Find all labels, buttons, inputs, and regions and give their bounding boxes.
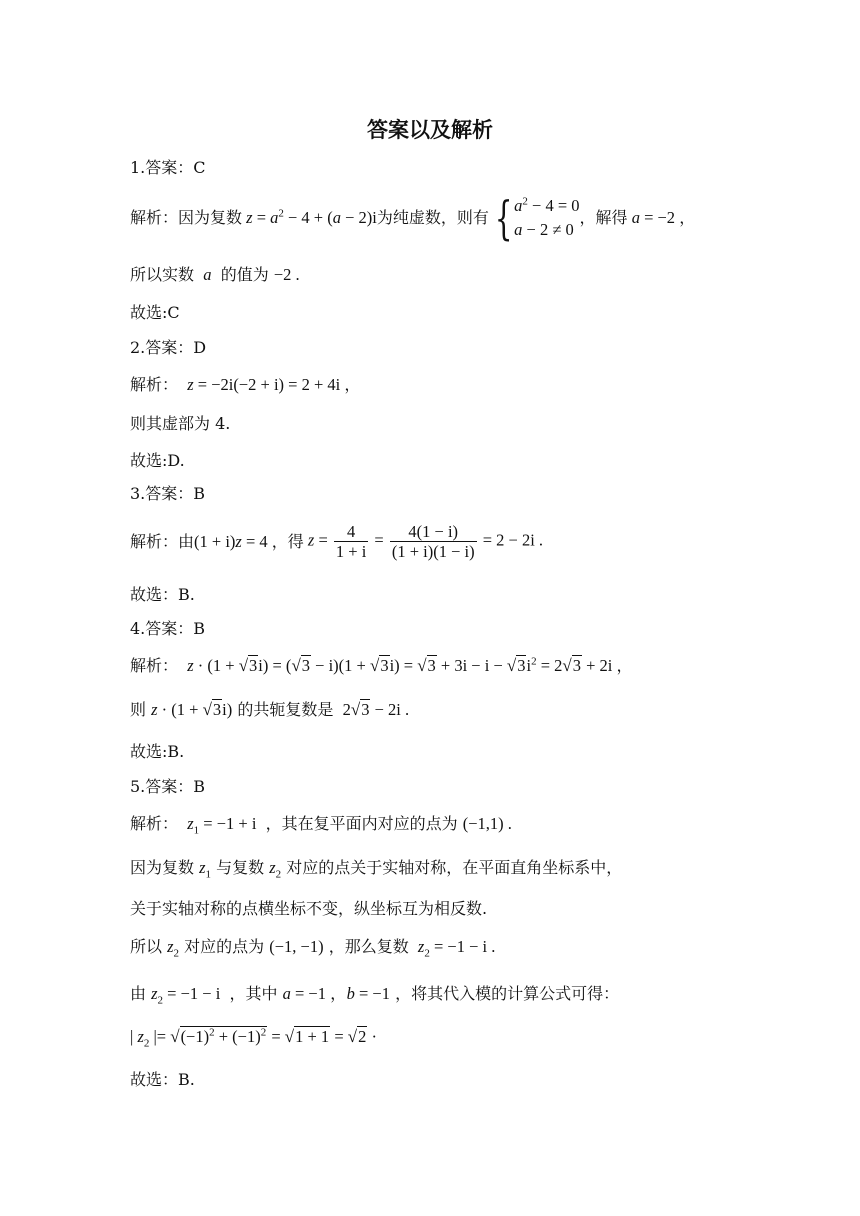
q5-analysis [130, 813, 512, 835]
q5-line2-c: 对应的点关于实轴对称，在平面直角坐标系中， [286, 858, 623, 877]
q5-line5-a: 由 [130, 984, 147, 1003]
q3-equation: (1 + i)z = 4 [194, 531, 272, 551]
q5-modulus-formula: | $z_2$ |= $√(-1)^2 + (-1)^2 = √1 + 1 = √2$ · [130, 1026, 377, 1050]
q5-modulus [130, 1026, 377, 1048]
q5-z2-ref-2: $z_2$ [167, 937, 180, 960]
q1-conclusion-mid: 的值为 [220, 265, 269, 284]
q5-choice: 故选：B. [130, 1070, 195, 1089]
q1-equation-system: { $a^2 - 4 = 0$ a − 2 ≠ 0 [494, 191, 580, 245]
q2-imag-part: 则其虚部为 4. [130, 414, 231, 433]
q5-z2-eq: $z_2 = -1 - i$ [151, 984, 225, 1007]
q3-formula: z = $\frac{4}{1 + i}$ = $\frac{4(1 - i)}{(1 + i)(1 - i)}$ = 2 − 2i . [307, 522, 544, 561]
q4-answer: 4.答案：B [130, 619, 206, 638]
q4-conjugate [130, 699, 409, 721]
q3-get: ，得 [271, 531, 304, 551]
q3-from: 解析：由 [130, 531, 195, 551]
q1-formula: $z = a^2 - 4 + (a - 2)i$ [246, 207, 377, 227]
q5-point-text: ，其在复平面内对应的点为 [265, 814, 458, 833]
q5-analysis-label: 解析： [130, 814, 179, 833]
page-title: 答案以及解析 [367, 118, 493, 142]
q5-point: (−1,1) . [462, 814, 512, 833]
q5-line4-c: ，那么复数 [328, 937, 409, 956]
q5-z2-ref: $z_2$ [269, 858, 282, 881]
q4-analysis-label: 解析： [130, 656, 179, 675]
q4-analysis: 解析： $z \cdot (1 + √3i) = (√3 - i)(1 + √3i) = √3 + 3i - i - √3i^2 = 2√3 + 2i$ ， [130, 655, 633, 675]
q1-result: a = −2 [631, 208, 680, 227]
q5-line2 [130, 857, 622, 879]
q2-choice: 故选:D. [130, 451, 185, 470]
q4-choice: 故选:B. [130, 742, 185, 761]
q3-answer: 3.答案：B [130, 484, 206, 503]
q2-formula: z = −2i(−2 + i) = 2 + 4i [187, 375, 345, 394]
q1-conclusion-pre: 所以实数 [130, 265, 195, 284]
q5-line3: 关于实轴对称的点横坐标不变，纵坐标互为相反数. [130, 899, 488, 918]
q4-conj-text: 的共轭复数是 [237, 700, 334, 719]
q1-conclusion [130, 264, 300, 286]
q4-formula: $z \cdot (1 + √3i) = (√3 - i)(1 + √3i) = √3 + 3i - i - √3i^2 = 2√3 + 2i$ [187, 655, 617, 675]
q5-line2-b: 与复数 [216, 858, 265, 877]
q1-answer: 1.答案：C [130, 158, 206, 177]
q5-line4 [130, 936, 495, 958]
q5-line5 [130, 983, 619, 1005]
q1-analysis: 解析：因为复数 $z = a^2 - 4 + (a - 2)i$ 为纯虚数，则有 { $a^2 - 4 = 0$ a − 2 ≠ 0 ，解得 a = −2 ， [130, 191, 696, 245]
q1-choice: 故选:C [130, 303, 180, 322]
q3-choice: 故选：B. [130, 585, 195, 604]
q5-z2-value: $z_2 = -1 - i$ . [417, 937, 496, 960]
q1-text-pure: 为纯虚数，则有 [376, 208, 489, 227]
q4-expr: z · (1 + √3i) [151, 700, 233, 719]
q4-conj-value: 2√3 − 2i . [338, 700, 410, 719]
q5-z1-ref: $z_1$ [199, 858, 212, 881]
q5-point-2: (−1, −1) [269, 937, 324, 956]
q5-line2-a: 因为复数 [130, 858, 195, 877]
q5-line4-a: 所以 [130, 937, 163, 956]
q5-z1: $z_1 = -1 + i$ [187, 814, 261, 837]
q2-answer: 2.答案：D [130, 338, 207, 357]
q5-line5-b: ，其中 [229, 984, 278, 1003]
q5-line4-b: 对应的点为 [184, 937, 265, 956]
q2-analysis-label: 解析： [130, 375, 179, 394]
q3-analysis [130, 522, 543, 561]
q1-value: −2 . [273, 265, 300, 284]
q5-line5-c: ，将其代入模的计算公式可得： [395, 984, 620, 1003]
q1-var-a: a [203, 265, 212, 284]
q1-analysis-prefix: 解析：因为复数 [130, 208, 243, 227]
q5-ab: a = −1 ，b = −1 [282, 984, 390, 1003]
q5-answer: 5.答案：B [130, 777, 206, 796]
q4-then: 则 [130, 700, 147, 719]
q2-analysis: 解析： z = −2i(−2 + i) = 2 + 4i ， [130, 375, 361, 394]
q1-text-solve: ，解得 [579, 208, 628, 227]
